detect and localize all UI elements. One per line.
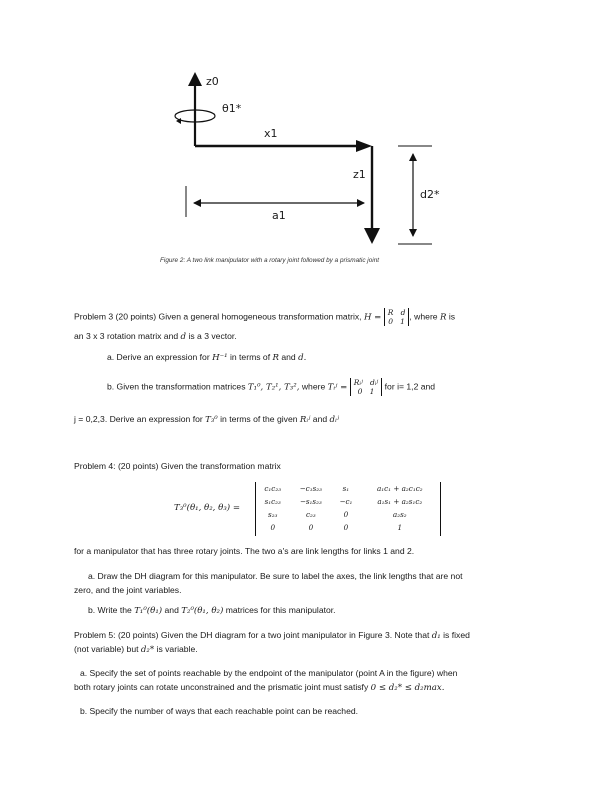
- problem3-intro: Problem 3 (20 points) Given a general homogeneous transformation matrix,: [74, 311, 362, 322]
- figure-caption: Figure 2: A two link manipulator with a rotary joint followed by a prismatic joint: [160, 257, 380, 264]
- z1-arrow-head: [364, 228, 380, 244]
- label-z0: z0: [206, 75, 219, 88]
- problem4-matrix: [255, 482, 441, 536]
- problem3-is: is: [448, 311, 456, 322]
- problem5-line1: Problem 5: (20 points) Given the DH diagram for a two joint manipulator in Figure 3. Note that d₁ is fixed: [74, 630, 470, 641]
- matrix-row: s₁c₂₃ −s₁s₂₃ −c₁ a₁s₁ + a₂s₁c₂: [264, 497, 423, 506]
- matrix-row: 0 0 0 1: [270, 523, 403, 532]
- label-d2: d2*: [420, 188, 440, 201]
- h-symbol: H =: [363, 312, 382, 323]
- problem4-lhs: T₃⁰(θ₁, θ₂, θ₃) =: [174, 503, 241, 513]
- problem5-part-a-2: both rotary joints can rotate unconstrained and the prismatic joint must satisfy 0 ≤ d₂* ≤ d₂max.: [74, 682, 445, 693]
- x1-arrow-head: [356, 140, 372, 152]
- problem3-line1: [74, 308, 455, 326]
- problem5-part-b: b. Specify the number of ways that each reachable point can be reached.: [80, 706, 359, 716]
- manipulator-figure: [0, 0, 612, 265]
- problem3-part-a: a. Derive an expression for H⁻¹ in terms of R and d.: [107, 352, 307, 363]
- matrix-row: c₁c₂₃ −c₁s₂₃ s₁ a₁c₁ + a₂c₁c₂: [264, 484, 423, 493]
- problem3-part-b-line2: j = 0,2,3. Derive an expression for T₃⁰ in terms of the given Rᵢʲ and dᵢʲ: [74, 414, 340, 425]
- problem5-line2: (not variable) but d₂* is variable.: [74, 644, 198, 655]
- problem4-intro: Problem 4: (20 points) Given the transformation matrix: [74, 461, 281, 471]
- t-matrix: Rᵢʲ dᵢʲ 0 1: [350, 378, 383, 396]
- problem4-part-b: b. Write the T₁⁰(θ₁) and T₂⁰(θ₁, θ₂) matrices for this manipulator.: [88, 605, 336, 616]
- label-theta1: θ1*: [222, 102, 242, 115]
- problem4-part-a-1: a. Draw the DH diagram for this manipulator. Be sure to label the axes, the link lengths that are not: [88, 571, 463, 581]
- problem3-where: , where: [409, 311, 438, 322]
- label-x1: x1: [264, 127, 278, 140]
- z0-arrow-head: [188, 72, 202, 86]
- problem5-part-a-1: a. Specify the set of points reachable by the endpoint of the manipulator (point A in the figure) when: [80, 668, 458, 678]
- label-z1: z1: [353, 168, 366, 181]
- h-matrix: R d 0 1: [384, 308, 410, 326]
- label-a1: a1: [272, 209, 286, 222]
- problem3-line2: an 3 x 3 rotation matrix and d is a 3 vector.: [74, 331, 237, 342]
- problem4-after: for a manipulator that has three rotary joints. The two a's are link lengths for links 1 and 2.: [74, 546, 415, 556]
- problem4-part-a-2: zero, and the joint variables.: [74, 585, 182, 595]
- problem3-part-b: b. Given the transformation matrices T₁⁰, T₂¹, T₃², where Tᵢʲ = Rᵢʲ dᵢʲ 0 1 for i= 1,2 and: [107, 378, 436, 396]
- matrix-row: s₂₃ c₂₃ 0 a₂s₂: [268, 510, 407, 519]
- r-symbol: R: [439, 312, 447, 323]
